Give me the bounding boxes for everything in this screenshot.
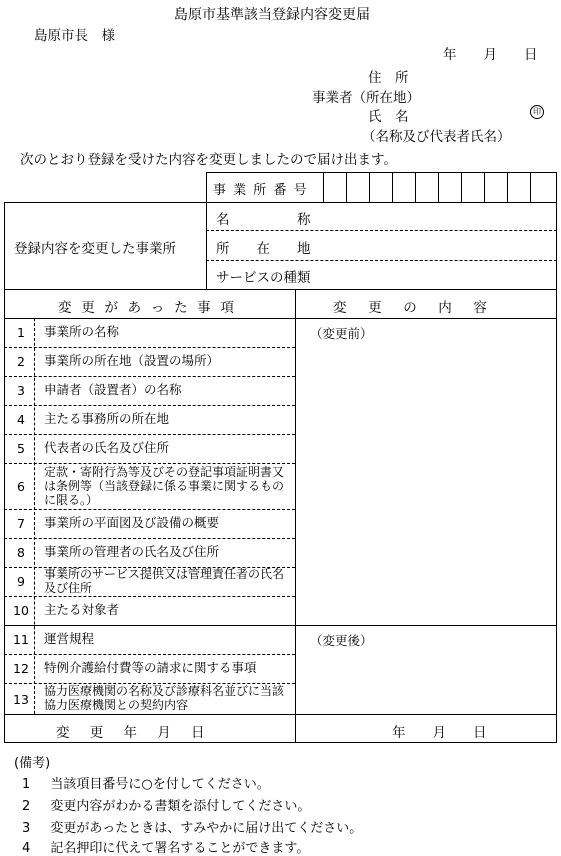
office-number-cell-divider	[438, 172, 439, 202]
service-type-label: サービスの種類	[216, 270, 311, 286]
item-number: 1	[17, 325, 25, 340]
item-number: 6	[17, 479, 25, 494]
changes-header-divider	[4, 318, 557, 319]
item-text: 運営規程	[44, 631, 95, 646]
office-number-label: 事業所番号	[213, 183, 314, 198]
item-number: 9	[17, 574, 25, 589]
change-date-value: 年 月 日	[392, 725, 487, 741]
office-number-cell-divider	[530, 172, 531, 202]
note-item	[22, 817, 362, 836]
name-note: （名称及び代表者氏名）	[362, 129, 511, 145]
before-label: （変更前）	[310, 326, 373, 341]
row-divider	[4, 376, 295, 377]
list-item	[4, 383, 294, 403]
item-number: 11	[13, 632, 29, 647]
row-divider	[4, 347, 295, 348]
addressee: 島原市長 様	[34, 28, 115, 44]
item-text: 定款・寄附行為等及びその登記事項証明書又は条例等（当該登録に係る事業に関するものに限る。）	[44, 465, 285, 507]
office-name-label: 名 称	[216, 212, 311, 228]
row-divider	[4, 538, 295, 539]
before-after-divider	[4, 625, 557, 626]
note-number: 3	[22, 821, 31, 836]
office-number-cell-divider	[323, 172, 324, 202]
list-item	[4, 603, 294, 623]
items-header: 変更があった事項	[58, 300, 244, 316]
change-date-divider	[4, 714, 557, 715]
item-number: 13	[13, 692, 29, 707]
item-text: 特例介護給付費等の請求に関する事項	[44, 660, 257, 675]
list-item	[4, 632, 294, 652]
row-divider	[4, 509, 295, 510]
after-label: （変更後）	[310, 633, 373, 648]
note-item	[22, 773, 270, 792]
item-number: 3	[17, 383, 25, 398]
change-date-label: 変更年月日	[56, 725, 225, 741]
list-item	[4, 684, 294, 714]
seal-mark: 印	[530, 105, 544, 119]
list-item	[4, 325, 294, 345]
notes-heading: (備考)	[14, 756, 51, 771]
note-item	[22, 795, 310, 814]
note-text: 変更があったときは、すみやかに届け出てください。	[50, 821, 363, 836]
office-field-divider	[206, 260, 557, 261]
item-text: 事業所の名称	[44, 324, 120, 339]
changes-column-divider	[295, 289, 296, 743]
office-number-cell-divider	[369, 172, 370, 202]
list-item	[4, 412, 294, 432]
row-divider	[4, 654, 295, 655]
list-item	[4, 441, 294, 461]
office-number-cell-divider	[461, 172, 462, 202]
note-number: 4	[22, 841, 31, 856]
item-text: 事業所の平面図及び設備の概要	[44, 515, 220, 530]
item-number: 8	[17, 545, 25, 560]
item-number: 7	[17, 516, 25, 531]
submission-date: 年 月 日	[443, 47, 538, 63]
office-address-label: 所 在 地	[216, 241, 311, 257]
note-item	[22, 837, 309, 856]
list-item	[4, 516, 294, 536]
item-number: 10	[13, 603, 29, 618]
office-field-divider	[206, 230, 557, 231]
item-text: 主たる事務所の所在地	[44, 411, 170, 426]
item-number: 2	[17, 354, 25, 369]
list-item	[4, 464, 294, 509]
address-label: 住 所	[368, 70, 409, 86]
note-number: 1	[22, 777, 31, 792]
item-text: 協力医療機関の名称及び診療科名並びに当該協力医療機関との契約内容	[44, 684, 285, 712]
item-text: 代表者の氏名及び住所	[44, 440, 170, 455]
item-number: 5	[17, 441, 25, 456]
applicant-role-label: 事業者（所在地）	[312, 90, 420, 106]
row-divider	[4, 405, 295, 406]
row-divider	[4, 596, 295, 597]
office-number-cell-divider	[392, 172, 393, 202]
item-text: 申請者（設置者）の名称	[44, 382, 182, 397]
list-item	[4, 661, 294, 681]
office-number-cell-divider	[415, 172, 416, 202]
changed-office-label: 登録内容を変更した事業所	[14, 241, 176, 257]
list-item	[4, 568, 294, 596]
content-header: 変更の内容	[333, 300, 509, 316]
item-text: 事業所のサービス提供又は管理責任者の氏名及び住所	[44, 567, 285, 595]
list-item	[4, 545, 294, 565]
row-divider	[4, 434, 295, 435]
list-item	[4, 354, 294, 374]
page-title: 島原市基準該当登録内容変更届	[174, 7, 370, 23]
note-text: 当該項目番号に○を付してください。	[50, 777, 270, 792]
office-number-cell-divider	[346, 172, 347, 202]
name-label: 氏 名	[368, 109, 409, 125]
intro-text: 次のとおり登録を受けた内容を変更しましたので届け出ます。	[20, 152, 397, 168]
note-number: 2	[22, 799, 31, 814]
office-number-cell-divider	[507, 172, 508, 202]
office-number-cell-divider	[484, 172, 485, 202]
item-text: 事業所の所在地（設置の場所）	[44, 353, 220, 368]
note-text: 記名押印に代えて署名することができます。	[50, 841, 310, 856]
item-text: 事業所の管理者の氏名及び住所	[44, 544, 220, 559]
item-number: 4	[17, 412, 25, 427]
item-text: 主たる対象者	[44, 602, 120, 617]
item-number: 12	[13, 661, 29, 676]
note-text: 変更内容がわかる書類を添付してください。	[50, 799, 311, 814]
changed-office-divider	[206, 202, 207, 290]
